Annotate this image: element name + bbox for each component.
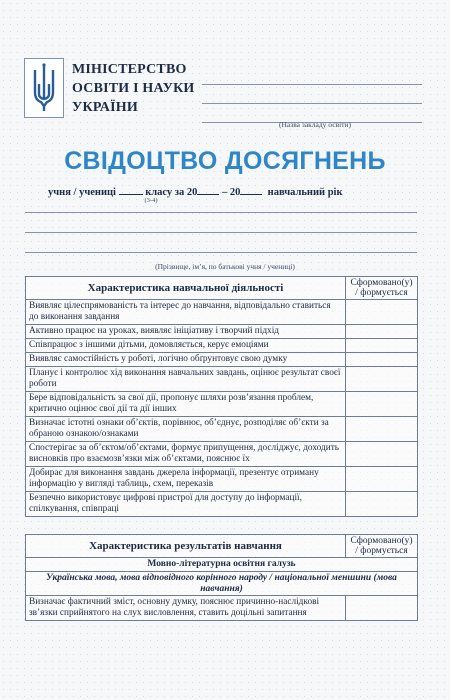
header bbox=[24, 58, 424, 128]
student-name-line[interactable] bbox=[25, 232, 417, 233]
table-row bbox=[26, 367, 418, 392]
table-header: Характеристика навчальної діяльності bbox=[26, 277, 346, 300]
mark-cell[interactable] bbox=[346, 367, 418, 392]
table-row bbox=[26, 417, 418, 442]
year-dash: – bbox=[222, 187, 228, 198]
subject-heading: Українська мова, мова відповідного корінного народу / національної меншини (мова навчання) bbox=[26, 572, 418, 596]
table-row bbox=[26, 392, 418, 417]
mark-cell[interactable] bbox=[346, 300, 418, 325]
mark-column-header: Сформовано(у) / формується bbox=[346, 277, 418, 300]
student-info-line bbox=[48, 184, 428, 198]
table-row bbox=[26, 353, 418, 367]
table-row bbox=[26, 325, 418, 339]
student-name-caption: (Прізвище, ім’я, по батькові учня / учениці) bbox=[155, 262, 295, 271]
mark-cell[interactable] bbox=[346, 353, 418, 367]
mark-cell[interactable] bbox=[346, 417, 418, 442]
row-text: Планує і контролює хід виконання навчальних завдань, оцінює результат своєї роботи bbox=[26, 367, 346, 392]
class-range-hint: (3-4) bbox=[144, 197, 158, 204]
year-end-prefix: 20 bbox=[229, 187, 241, 198]
year-start-prefix: 20 bbox=[186, 187, 198, 198]
row-text: Визначає істотні ознаки об’єктів, порівнює, об’єднує, розподіляє об’єкти за обраною ознакою/ознаками bbox=[26, 417, 346, 442]
student-prefix: учня / учениці bbox=[48, 187, 116, 198]
coat-of-arms-trident-icon bbox=[24, 58, 64, 118]
row-text: Виявляє цілеспрямованість та інтерес до навчання, відповідально ставиться до виконання завдання bbox=[26, 300, 346, 325]
year-start-field[interactable] bbox=[197, 184, 219, 195]
ministry-line: МІНІСТЕРСТВО bbox=[72, 62, 187, 77]
school-year-label: навчальний рік bbox=[267, 187, 343, 198]
table-row bbox=[26, 467, 418, 492]
table-row bbox=[26, 596, 418, 621]
mark-cell[interactable] bbox=[346, 492, 418, 517]
table-row bbox=[26, 339, 418, 353]
mark-cell[interactable] bbox=[346, 442, 418, 467]
ministry-line: УКРАЇНИ bbox=[72, 100, 138, 115]
row-text: Добирає для виконання завдань джерела інформації, презентує отриману інформацію у вигляді таблиць, схем, переказів bbox=[26, 467, 346, 492]
row-text: Виявляє самостійність у роботі, логічно обґрунтовує свою думку bbox=[26, 353, 346, 367]
school-name-caption: (Назва закладу освіти) bbox=[279, 120, 351, 129]
row-text: Спостерігає за об’єктом/об’єктами, формує припущення, досліджує, доходить висновків про взаємозв’язки між об’єктами, пояснює їх bbox=[26, 442, 346, 467]
student-name-line[interactable] bbox=[25, 212, 417, 213]
table-row bbox=[26, 442, 418, 467]
mark-cell[interactable] bbox=[346, 596, 418, 621]
education-area-heading: Мовно-літературна освітня галузь bbox=[26, 558, 418, 572]
mark-cell[interactable] bbox=[346, 325, 418, 339]
table-row bbox=[26, 492, 418, 517]
document-title: СВІДОЦТВО ДОСЯГНЕНЬ bbox=[64, 147, 386, 175]
ministry-line: ОСВІТИ І НАУКИ bbox=[72, 81, 195, 96]
row-text: Безпечно використовує цифрові пристрої для доступу до інформації, спілкування, співпраці bbox=[26, 492, 346, 517]
ministry-name bbox=[72, 60, 202, 117]
activity-characteristics-table bbox=[25, 276, 418, 517]
row-text: Активно працює на уроках, виявляє ініціативу і творчий підхід bbox=[26, 325, 346, 339]
mark-cell[interactable] bbox=[346, 467, 418, 492]
class-word: класу за bbox=[145, 187, 185, 198]
school-name-field[interactable] bbox=[202, 66, 422, 123]
student-name-line[interactable] bbox=[25, 252, 417, 253]
year-end-field[interactable] bbox=[240, 184, 262, 195]
row-text: Співпрацює з іншими дітьми, домовляється, керує емоціями bbox=[26, 339, 346, 353]
mark-cell[interactable] bbox=[346, 392, 418, 417]
table-row bbox=[26, 300, 418, 325]
table-header: Характеристика результатів навчання bbox=[26, 535, 346, 558]
learning-results-table bbox=[25, 534, 418, 621]
mark-cell[interactable] bbox=[346, 339, 418, 353]
row-text: Визначає фактичний зміст, основну думку, пояснює причинно-наслідкові зв’язки сприйнятого на слух висловлення, ставить доцільні запитання bbox=[26, 596, 346, 621]
mark-column-header: Сформовано(у) / формується bbox=[346, 535, 418, 558]
class-number-field[interactable] bbox=[119, 184, 143, 195]
row-text: Бере відповідальність за свої дії, пропонує шляхи розв’язання проблем, критично оцінює свої дії та дії інших bbox=[26, 392, 346, 417]
